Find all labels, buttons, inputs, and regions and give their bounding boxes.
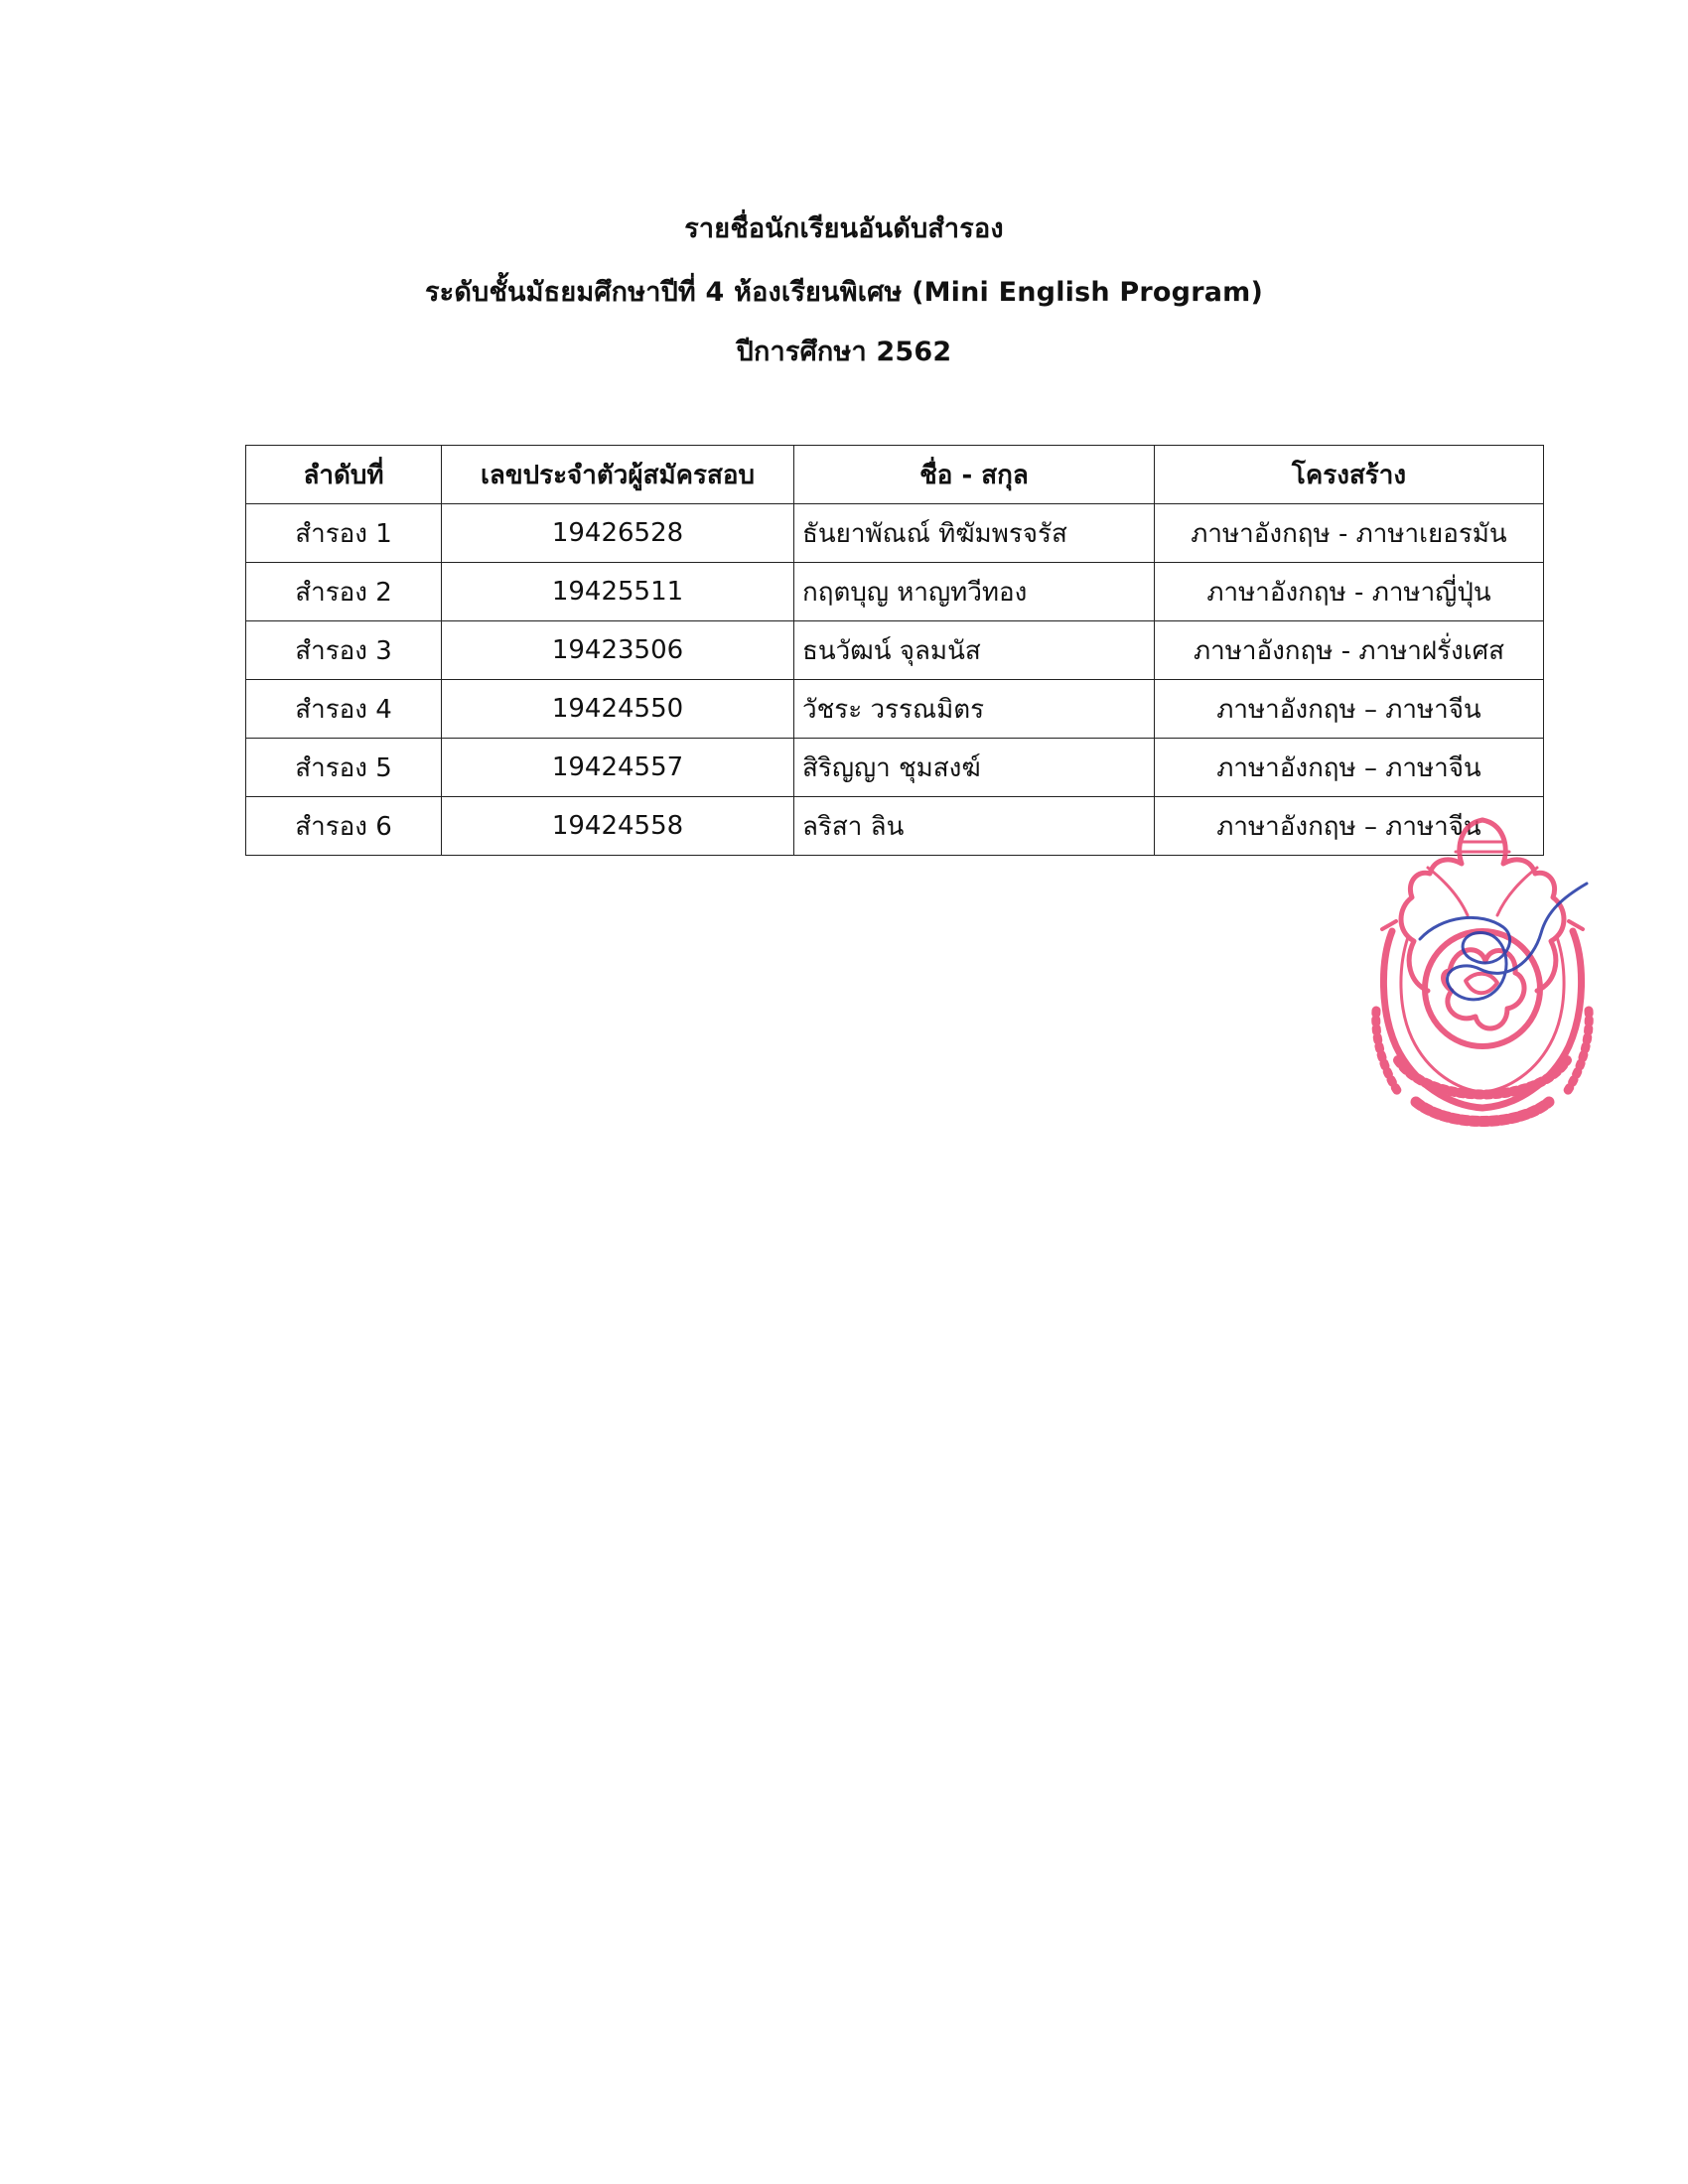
school-seal-stamp-icon	[1358, 812, 1607, 1140]
column-header-applicant-id: เลขประจำตัวผู้สมัครสอบ	[442, 446, 794, 504]
table-row	[246, 563, 1544, 621]
name-cell: สิริญญา ชุมสงฆ์	[794, 739, 1155, 797]
name-cell: ลริสา ลิน	[794, 797, 1155, 856]
rank-cell: สำรอง 6	[246, 797, 442, 856]
column-header-track: โครงสร้าง	[1155, 446, 1544, 504]
track-cell: ภาษาอังกฤษ – ภาษาจีน	[1155, 739, 1544, 797]
document-subtitle: ระดับชั้นมัธยมศึกษาปีที่ 4 ห้องเรียนพิเศษ (Mini English Program)	[424, 277, 1263, 308]
rank-cell: สำรอง 1	[246, 504, 442, 563]
applicant-id-cell: 19425511	[442, 563, 794, 621]
table-row	[246, 797, 1544, 856]
track-cell: ภาษาอังกฤษ - ภาษาฝรั่งเศส	[1155, 621, 1544, 680]
table-header-row	[246, 446, 1544, 504]
applicant-id-cell: 19424557	[442, 739, 794, 797]
reserve-list-table	[245, 445, 1544, 856]
academic-year: ปีการศึกษา 2562	[736, 337, 952, 367]
table-row	[246, 680, 1544, 739]
name-cell: ธันยาพัณณ์ ทิฆัมพรจรัส	[794, 504, 1155, 563]
name-cell: วัชระ วรรณมิตร	[794, 680, 1155, 739]
column-header-rank: ลำดับที่	[246, 446, 442, 504]
applicant-id-cell: 19426528	[442, 504, 794, 563]
track-cell: ภาษาอังกฤษ - ภาษาญี่ปุ่น	[1155, 563, 1544, 621]
document-title: รายชื่อนักเรียนอันดับสำรอง	[684, 213, 1004, 244]
applicant-id-cell: 19424550	[442, 680, 794, 739]
applicant-id-cell: 19423506	[442, 621, 794, 680]
applicant-id-cell: 19424558	[442, 797, 794, 856]
track-cell: ภาษาอังกฤษ – ภาษาจีน	[1155, 680, 1544, 739]
rank-cell: สำรอง 4	[246, 680, 442, 739]
table-row	[246, 621, 1544, 680]
rank-cell: สำรอง 2	[246, 563, 442, 621]
track-cell: ภาษาอังกฤษ - ภาษาเยอรมัน	[1155, 504, 1544, 563]
rank-cell: สำรอง 5	[246, 739, 442, 797]
name-cell: ธนวัฒน์ จุลมนัส	[794, 621, 1155, 680]
track-cell: ภาษาอังกฤษ – ภาษาจีน	[1155, 797, 1544, 856]
table-row	[246, 739, 1544, 797]
column-header-name: ชื่อ - สกุล	[794, 446, 1155, 504]
table-row	[246, 504, 1544, 563]
rank-cell: สำรอง 3	[246, 621, 442, 680]
name-cell: กฤตบุญ หาญทวีทอง	[794, 563, 1155, 621]
